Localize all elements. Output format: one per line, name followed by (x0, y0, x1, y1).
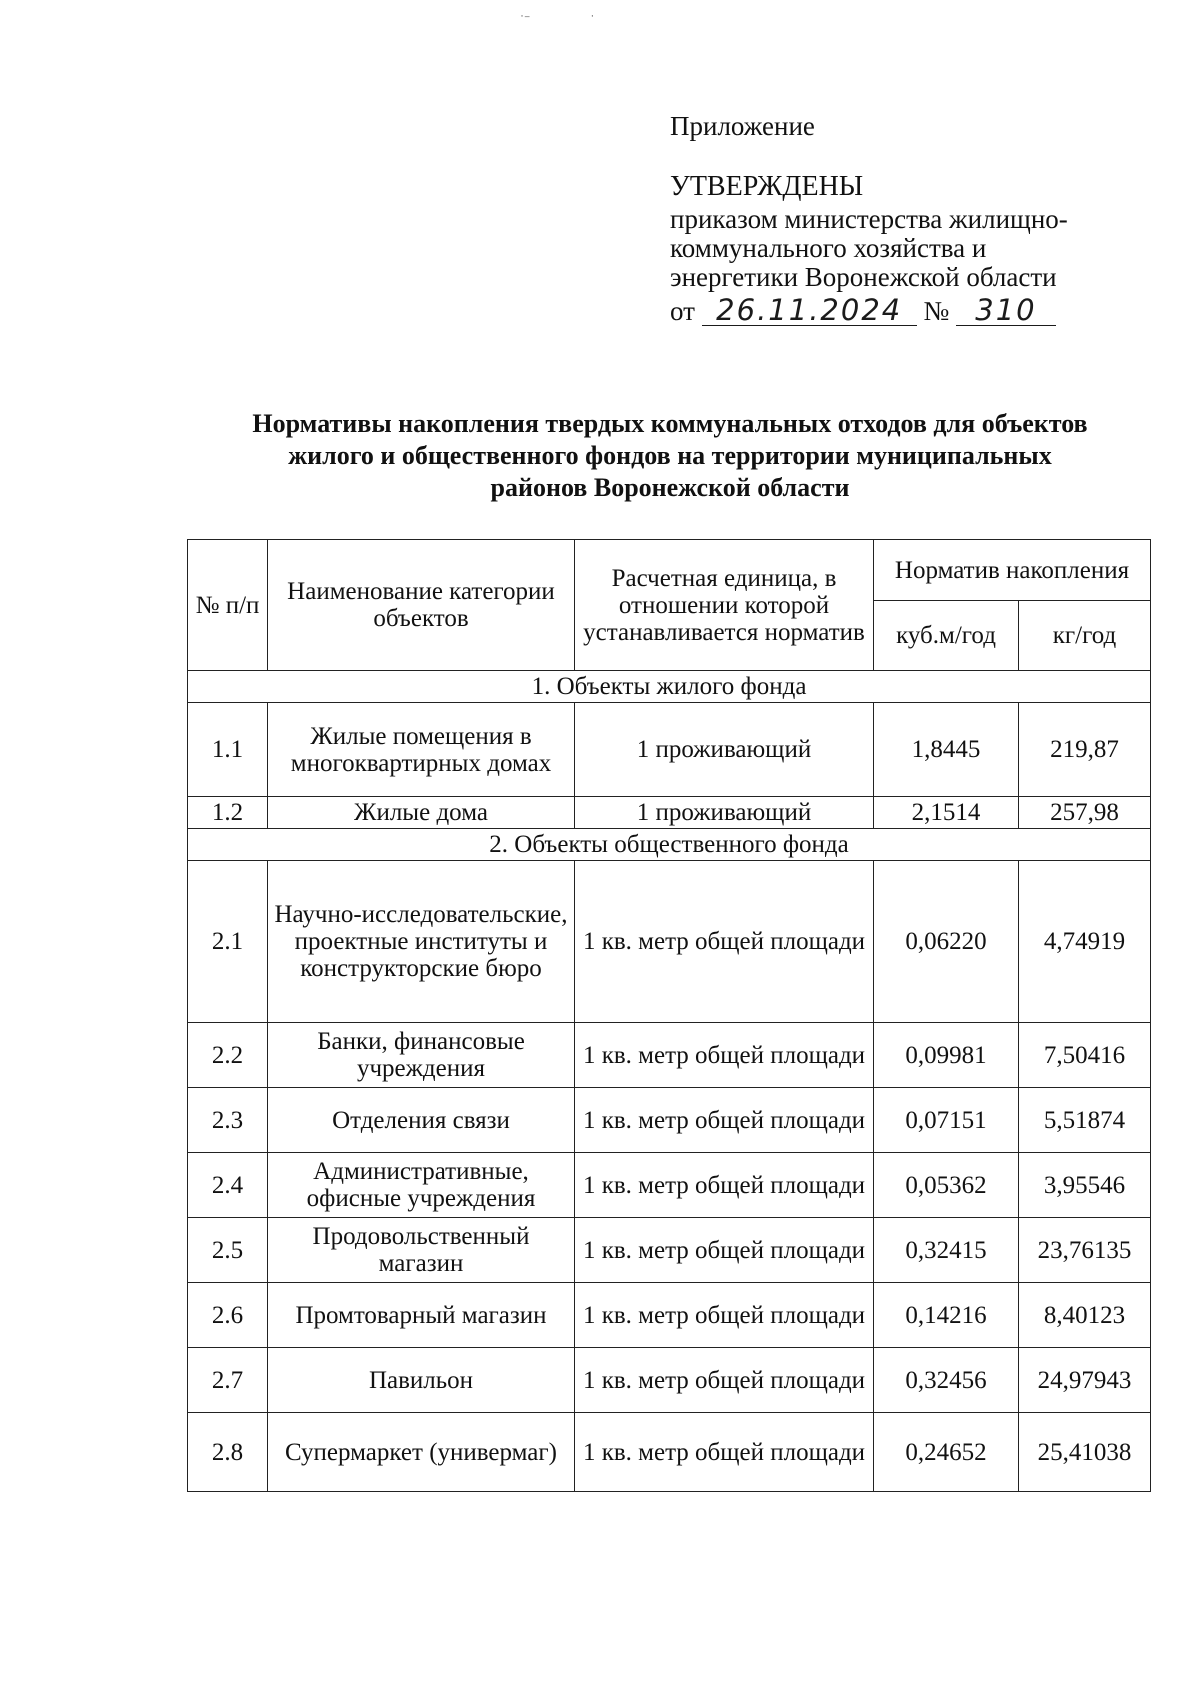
appendix-label: Приложение (670, 111, 815, 141)
row-m3: 2,1514 (874, 797, 1019, 829)
row-m3: 0,07151 (874, 1088, 1019, 1153)
row-number: 1.2 (188, 797, 268, 829)
order-line-2: коммунального хозяйства и (670, 233, 987, 263)
row-kg: 219,87 (1019, 703, 1151, 797)
approval-block (670, 112, 1100, 326)
row-unit: 1 кв. метр общей площади (575, 1348, 874, 1413)
section-title: 1. Объекты жилого фонда (188, 671, 1151, 703)
row-name: Административные, офисные учреждения (268, 1153, 575, 1218)
table-row (188, 703, 1151, 797)
row-kg: 3,95546 (1019, 1153, 1151, 1218)
row-kg: 4,74919 (1019, 861, 1151, 1023)
row-unit: 1 кв. метр общей площади (575, 1023, 874, 1088)
row-number: 2.7 (188, 1348, 268, 1413)
row-m3: 0,09981 (874, 1023, 1019, 1088)
row-name: Жилые помещения в многоквартирных домах (268, 703, 575, 797)
row-unit: 1 кв. метр общей площади (575, 1218, 874, 1283)
row-m3: 1,8445 (874, 703, 1019, 797)
handwritten-date: 26.11.2024 (702, 295, 917, 326)
row-name: Научно-исследовательские, проектные институты и конструкторские бюро (268, 861, 575, 1023)
table-row (188, 1088, 1151, 1153)
scan-specks: ˙⁻ ˙ (520, 12, 595, 26)
table-row (188, 797, 1151, 829)
row-kg: 25,41038 (1019, 1413, 1151, 1492)
row-kg: 257,98 (1019, 797, 1151, 829)
table-row (188, 1023, 1151, 1088)
row-kg: 7,50416 (1019, 1023, 1151, 1088)
header-name: Наименование категории объектов (268, 540, 575, 671)
header-m3: куб.м/год (874, 601, 1019, 671)
title-line-1: Нормативы накопления твердых коммунальных отходов для объектов (252, 409, 1088, 438)
row-unit: 1 проживающий (575, 703, 874, 797)
row-number: 2.2 (188, 1023, 268, 1088)
section-row (188, 671, 1151, 703)
row-number: 2.6 (188, 1283, 268, 1348)
row-name: Отделения связи (268, 1088, 575, 1153)
row-kg: 24,97943 (1019, 1348, 1151, 1413)
row-m3: 0,24652 (874, 1413, 1019, 1492)
row-number: 2.5 (188, 1218, 268, 1283)
header-norm: Норматив накопления (874, 540, 1151, 601)
row-m3: 0,14216 (874, 1283, 1019, 1348)
row-number: 2.8 (188, 1413, 268, 1492)
table-header-row (188, 540, 1151, 601)
order-line-3: энергетики Воронежской области (670, 262, 1057, 292)
title-line-2: жилого и общественного фондов на территории муниципальных (288, 441, 1052, 470)
norms-table (187, 539, 1151, 1492)
row-unit: 1 кв. метр общей площади (575, 861, 874, 1023)
row-number: 2.1 (188, 861, 268, 1023)
row-m3: 0,32415 (874, 1218, 1019, 1283)
row-name: Супермаркет (универмаг) (268, 1413, 575, 1492)
row-name: Павильон (268, 1348, 575, 1413)
row-number: 2.4 (188, 1153, 268, 1218)
row-unit: 1 кв. метр общей площади (575, 1283, 874, 1348)
section-title: 2. Объекты общественного фонда (188, 829, 1151, 861)
row-number: 2.3 (188, 1088, 268, 1153)
row-m3: 0,06220 (874, 861, 1019, 1023)
header-unit: Расчетная единица, в отношении которой устанавливается норматив (575, 540, 874, 671)
number-label: № (923, 296, 950, 326)
approved-label: УТВЕРЖДЕНЫ (670, 171, 864, 202)
document-title (195, 408, 1145, 504)
table-row (188, 1413, 1151, 1492)
header-number: № п/п (188, 540, 268, 671)
row-kg: 23,76135 (1019, 1218, 1151, 1283)
handwritten-number: 310 (956, 295, 1056, 326)
title-line-3: районов Воронежской области (490, 473, 850, 502)
row-m3: 0,05362 (874, 1153, 1019, 1218)
row-kg: 8,40123 (1019, 1283, 1151, 1348)
row-unit: 1 кв. метр общей площади (575, 1088, 874, 1153)
table-row (188, 1153, 1151, 1218)
table-row (188, 1348, 1151, 1413)
row-unit: 1 кв. метр общей площади (575, 1413, 874, 1492)
header-kg: кг/год (1019, 601, 1151, 671)
row-name: Жилые дома (268, 797, 575, 829)
row-kg: 5,51874 (1019, 1088, 1151, 1153)
row-name: Продовольственный магазин (268, 1218, 575, 1283)
table-row (188, 1283, 1151, 1348)
row-unit: 1 кв. метр общей площади (575, 1153, 874, 1218)
row-name: Банки, финансовые учреждения (268, 1023, 575, 1088)
table-row (188, 1218, 1151, 1283)
from-label: от (670, 296, 695, 326)
row-unit: 1 проживающий (575, 797, 874, 829)
order-date-line (670, 295, 1100, 326)
table-row (188, 861, 1151, 1023)
row-m3: 0,32456 (874, 1348, 1019, 1413)
order-line-1: приказом министерства жилищно- (670, 204, 1068, 234)
section-row (188, 829, 1151, 861)
row-number: 1.1 (188, 703, 268, 797)
row-name: Промтоварный магазин (268, 1283, 575, 1348)
